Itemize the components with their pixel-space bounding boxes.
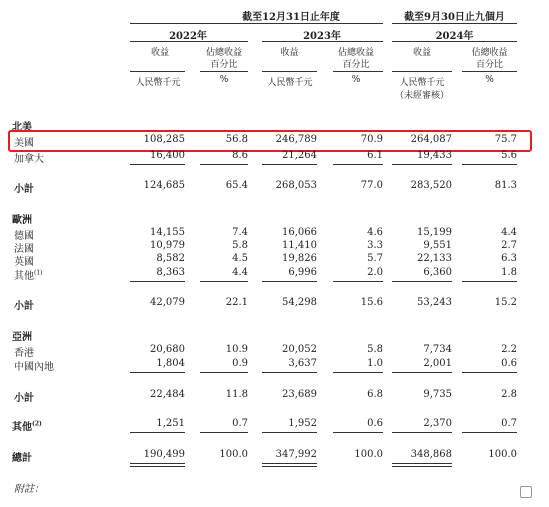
col-revenue-2023: 收益 (280, 48, 299, 58)
row-label-canada: 加拿大 (14, 154, 44, 165)
sum-rule (333, 372, 383, 373)
section-title-north-america: 北美 (12, 122, 32, 133)
unit-pct-2024: % (485, 75, 494, 85)
section-title-europe: 歐洲 (12, 215, 32, 226)
sum-rule (392, 372, 452, 373)
cell: 77.0 (360, 180, 383, 191)
row-label-usa: 美國 (14, 138, 34, 149)
section-title-asia: 亞洲 (12, 332, 32, 343)
header-rule (130, 23, 383, 24)
cell: 1.8 (501, 267, 517, 278)
cell: 5.8 (232, 240, 248, 251)
cell: 1,952 (288, 418, 317, 429)
cell: 9,735 (423, 389, 452, 400)
row-label-text: 其他 (12, 422, 32, 433)
cell: 42,079 (150, 297, 185, 308)
cell: 1.0 (367, 358, 383, 369)
cell: 22,484 (150, 389, 185, 400)
cell: 0.6 (501, 358, 517, 369)
cell: 6.1 (367, 150, 383, 161)
cell: 348,868 (410, 449, 452, 460)
cell: 0.7 (501, 418, 517, 429)
col-pct-2023-b: 百分比 (342, 60, 370, 70)
col-pct-2024-a: 佔總收益 (471, 48, 508, 58)
cell: 2.0 (367, 267, 383, 278)
cell: 5.7 (367, 253, 383, 264)
unit-rmb-2023: 人民幣千元 (267, 78, 313, 88)
cell: 6,360 (423, 267, 452, 278)
sum-rule (333, 432, 383, 433)
cell: 15,199 (417, 227, 452, 238)
cell: 100.0 (354, 449, 383, 460)
cell: 75.7 (494, 134, 517, 145)
subtotal-label: 小計 (14, 393, 34, 404)
year-rule (130, 41, 248, 42)
sum-rule (262, 432, 317, 433)
col-rule (333, 71, 383, 72)
sum-rule (333, 164, 383, 165)
sum-rule (130, 372, 185, 373)
col-revenue-2024: 收益 (412, 48, 431, 58)
total-double-rule (130, 463, 185, 467)
col-pct-2023-a: 佔總收益 (337, 48, 374, 58)
cell: 6,996 (288, 267, 317, 278)
row-label-france: 法國 (14, 244, 34, 255)
cell: 264,087 (410, 134, 452, 145)
footnote-ref: (1) (34, 269, 43, 277)
cell: 14,155 (150, 227, 185, 238)
footnote-ref: (2) (32, 420, 42, 428)
sum-rule (462, 281, 517, 282)
cell: 20,680 (150, 344, 185, 355)
cell: 11.8 (225, 389, 248, 400)
cell: 5.6 (501, 150, 517, 161)
cell: 1,251 (156, 418, 185, 429)
period-header-nine-months: 截至9月30日止九個月 (404, 12, 505, 23)
sum-rule (200, 372, 248, 373)
cell: 190,499 (143, 449, 185, 460)
sum-rule (392, 432, 452, 433)
row-label-hong-kong: 香港 (14, 348, 34, 359)
cell: 21,264 (282, 150, 317, 161)
cell: 56.8 (225, 134, 248, 145)
col-rule (200, 71, 248, 72)
cell: 22.1 (225, 297, 248, 308)
cell: 2,001 (423, 358, 452, 369)
logo-icon (520, 486, 532, 498)
sum-rule (130, 432, 185, 433)
subtotal-label: 小計 (14, 184, 34, 195)
sum-rule (262, 164, 317, 165)
subtotal-label: 小計 (14, 301, 34, 312)
sum-rule (200, 432, 248, 433)
sum-rule (462, 372, 517, 373)
unit-pct-2023: % (351, 75, 361, 85)
cell: 347,992 (275, 449, 317, 460)
sum-rule (462, 432, 517, 433)
cell: 16,066 (282, 227, 317, 238)
cell: 70.9 (360, 134, 383, 145)
cell: 9,551 (423, 240, 452, 251)
period-header-year: 截至12月31日止年度 (242, 12, 340, 23)
col-rule (462, 71, 517, 72)
cell: 15.2 (494, 297, 517, 308)
cell: 19,826 (282, 253, 317, 264)
row-label-germany: 德國 (14, 231, 34, 242)
sum-rule (462, 164, 517, 165)
cell: 7,734 (423, 344, 452, 355)
cell: 16,400 (150, 150, 185, 161)
col-pct-2024-b: 百分比 (475, 60, 503, 70)
sum-rule (392, 164, 452, 165)
row-label-mainland-china: 中國內地 (14, 362, 54, 373)
cell: 283,520 (410, 180, 452, 191)
col-rule (392, 71, 452, 72)
cell: 3,637 (288, 358, 317, 369)
cell: 0.7 (232, 418, 248, 429)
cell: 22,133 (417, 253, 452, 264)
cell: 15.6 (360, 297, 383, 308)
col-pct-2022-b: 百分比 (210, 60, 238, 70)
unit-rmb-2022: 人民幣千元 (135, 78, 181, 88)
cell: 1,804 (156, 358, 185, 369)
cell: 65.4 (225, 180, 248, 191)
cell: 4.6 (367, 227, 383, 238)
row-label-europe-other (14, 267, 43, 282)
col-rule (130, 71, 185, 72)
cell: 0.6 (367, 418, 383, 429)
header-rule (392, 23, 517, 24)
col-rule (262, 71, 317, 72)
sum-rule (262, 281, 317, 282)
cell: 2,370 (423, 418, 452, 429)
cell: 0.9 (232, 358, 248, 369)
cell: 246,789 (275, 134, 317, 145)
cell: 6.3 (501, 253, 517, 264)
cell: 8.6 (232, 150, 248, 161)
year-2022: 2022年 (169, 31, 207, 42)
row-label-uk: 英國 (14, 257, 34, 268)
cell: 81.3 (494, 180, 517, 191)
cell: 20,052 (282, 344, 317, 355)
total-double-rule (392, 463, 452, 467)
cell: 8,363 (156, 267, 185, 278)
sum-rule (200, 281, 248, 282)
cell: 23,689 (282, 389, 317, 400)
total-label: 總計 (12, 453, 32, 464)
cell: 8,582 (156, 253, 185, 264)
row-label-other (12, 418, 42, 433)
sum-rule (130, 164, 185, 165)
unit-pct-2022: % (219, 75, 229, 85)
cell: 19,433 (417, 150, 452, 161)
cell: 11,410 (282, 240, 317, 251)
row-label-text: 其他 (14, 271, 34, 282)
total-double-rule (262, 463, 317, 467)
sum-rule (200, 164, 248, 165)
cell: 124,685 (143, 180, 185, 191)
year-rule (262, 41, 383, 42)
sum-rule (392, 281, 452, 282)
cell: 4.5 (232, 253, 248, 264)
unit-rmb-2024: 人民幣千元 (399, 78, 445, 88)
cell: 268,053 (275, 180, 317, 191)
cell: 7.4 (232, 227, 248, 238)
cell: 4.4 (232, 267, 248, 278)
sum-rule (130, 281, 185, 282)
cell: 54,298 (282, 297, 317, 308)
cell: 100.0 (219, 449, 248, 460)
unaudited-note: （未經審核） (394, 91, 449, 101)
footnote-label: 附註： (14, 484, 44, 495)
cell: 2.8 (501, 389, 517, 400)
watermark-logo (509, 481, 543, 503)
cell: 100.0 (488, 449, 517, 460)
year-2023: 2023年 (303, 31, 341, 42)
sum-rule (333, 281, 383, 282)
year-rule (392, 41, 517, 42)
year-2024: 2024年 (435, 31, 474, 42)
cell: 108,285 (143, 134, 185, 145)
col-revenue-2022: 收益 (150, 48, 169, 58)
cell: 53,243 (417, 297, 452, 308)
cell: 2.7 (501, 240, 517, 251)
sum-rule (262, 372, 317, 373)
cell: 6.8 (367, 389, 383, 400)
cell: 5.8 (367, 344, 383, 355)
cell: 10.9 (225, 344, 248, 355)
cell: 3.3 (367, 240, 383, 251)
col-pct-2022-a: 佔總收益 (205, 48, 242, 58)
cell: 2.2 (501, 344, 517, 355)
cell: 10,979 (150, 240, 185, 251)
cell: 4.4 (501, 227, 517, 238)
